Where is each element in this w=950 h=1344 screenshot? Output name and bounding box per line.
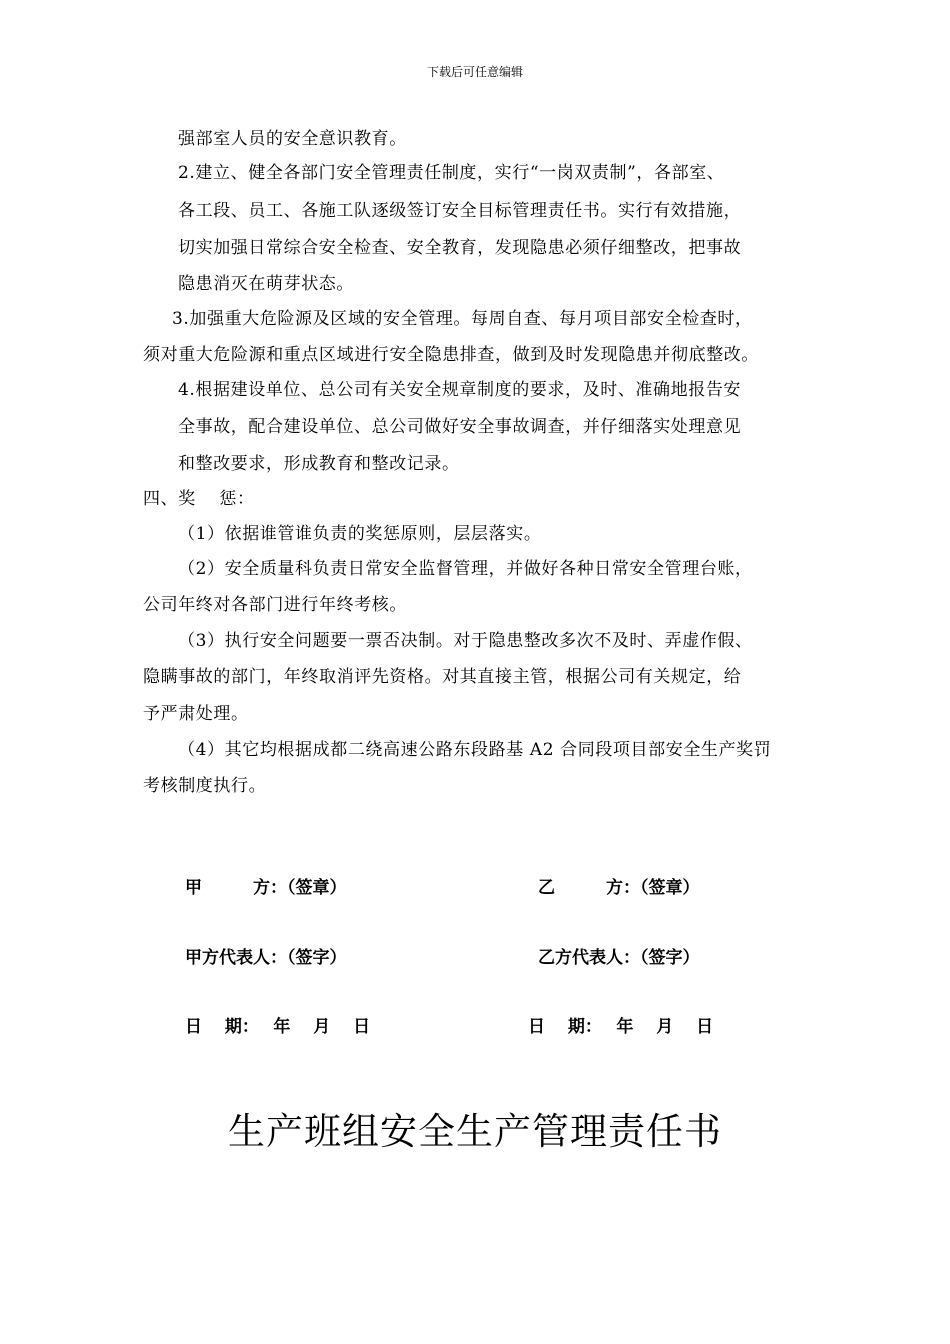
body-line: 和整改要求，形成教育和整改记录。 xyxy=(178,454,460,474)
party-a-representative: 甲方代表人：（签字） xyxy=(185,948,347,968)
body-line: 隐瞒事故的部门，年终取消评先资格。对其直接主管，根据公司有关规定，给 xyxy=(143,667,742,687)
body-line: 切实加强日常综合安全检查、安全教育，发现隐患必须仔细整改，把事故 xyxy=(178,238,742,258)
body-line: （1）依据谁管谁负责的奖惩原则，层层落实。 xyxy=(178,524,542,544)
body-line: 3.加强重大危险源及区域的安全管理。每周自查、每月项目部安全检查时， xyxy=(172,309,753,329)
body-line: （2）安全质量科负责日常安全监督管理，并做好各种日常安全管理台账， xyxy=(178,559,753,579)
body-line: 各工段、员工、各施工队逐级签订安全目标管理责任书。实行有效措施， xyxy=(178,201,742,221)
page-header: 下载后可任意编辑 xyxy=(426,65,523,79)
party-b-date: 日 期： 年 月 日 xyxy=(528,1017,714,1037)
body-line: 须对重大危险源和重点区域进行安全隐患排查，做到及时发现隐患并彻底整改。 xyxy=(143,345,759,365)
body-line: （3）执行安全问题要一票否决制。对于隐患整改多次不及时、弄虚作假、 xyxy=(178,631,753,651)
section-heading: 四、奖 惩： xyxy=(143,489,255,509)
document-title: 生产班组安全生产管理责任书 xyxy=(228,1110,722,1153)
body-line: 公司年终对各部门进行年终考核。 xyxy=(143,595,407,615)
body-line: 强部室人员的安全意识教育。 xyxy=(178,129,407,149)
body-line: 4.根据建设单位、总公司有关安全规章制度的要求，及时、准确地报告安 xyxy=(178,380,742,400)
body-line: 隐患消灭在萌芽状态。 xyxy=(178,274,354,294)
party-b-seal: 乙 方：（签章） xyxy=(538,878,700,898)
body-line: 予严肃处理。 xyxy=(143,704,249,724)
body-line: 全事故，配合建设单位、总公司做好安全事故调查，并仔细落实处理意见 xyxy=(178,417,742,437)
party-a-date: 日 期： 年 月 日 xyxy=(185,1017,371,1037)
body-line: 2.建立、健全各部门安全管理责任制度，实行“一岗双责制”，各部室、 xyxy=(178,163,725,183)
party-a-seal: 甲 方：（签章） xyxy=(185,878,347,898)
party-b-representative: 乙方代表人：（签字） xyxy=(538,948,700,968)
body-line: 考核制度执行。 xyxy=(143,776,267,796)
body-line: （4）其它均根据成都二绕高速公路东段路基 A2 合同段项目部安全生产奖罚 xyxy=(178,740,772,760)
